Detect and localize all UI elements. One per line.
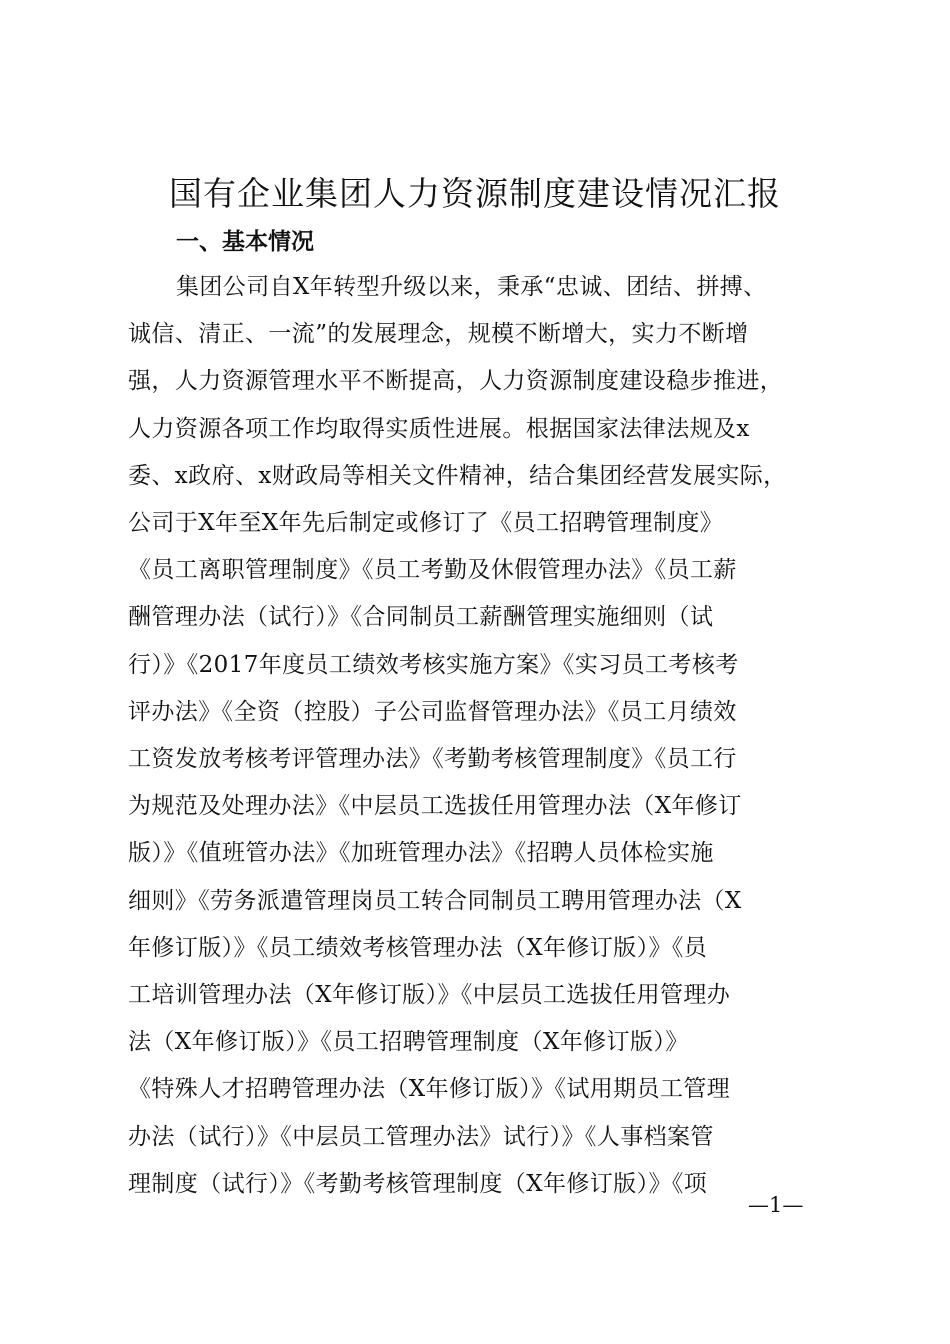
body-line: 委、x政府、x财政局等相关文件精神，结合集团经营发展实际， (128, 462, 787, 489)
section-heading: 一、基本情况 (176, 229, 314, 255)
body-line: 法（X年修订版）》《员工招聘管理制度（X年修订版）》 (128, 1029, 689, 1056)
body-line: 行）》《2017年度员工绩效考核实施方案》《实习员工考核考 (128, 651, 739, 678)
body-line: 工培训管理办法（X年修订版）》《中层员工选拔任用管理办 (128, 982, 731, 1009)
body-line: 公司于X年至X年先后制定或修订了《员工招聘管理制度》 (128, 510, 724, 537)
body-line: 集团公司自X年转型升级以来，秉承“忠诚、团结、拼搏、 (176, 274, 767, 300)
body-line: 人力资源各项工作均取得实质性进展。根据国家法律法规及x (128, 415, 750, 442)
body-line: 理制度（试行）》《考勤考核管理制度（X年修订版）》《项 (128, 1170, 708, 1197)
body-line: 酬管理办法（试行）》《合同制员工薪酬管理实施细则（试 (128, 604, 714, 631)
body-line: 细则》《劳务派遣管理岗员工转合同制员工聘用管理办法（X (128, 887, 742, 914)
body-line: 版）》《值班管办法》《加班管理办法》《招聘人员体检实施 (128, 840, 714, 867)
body-line: 诚信、清正、一流”的发展理念，规模不断增大，实力不断增 (128, 321, 749, 348)
body-line: 评办法》《全资（控股）子公司监督管理办法》《员工月绩效 (128, 698, 737, 725)
body-line: 年修订版）》《员工绩效考核管理办法（X年修订版）》《员 (128, 934, 708, 961)
body-line: 《特殊人才招聘管理办法（X年修订版）》《试用期员工管理 (128, 1076, 731, 1103)
body-line: 办法（试行）》《中层员工管理办法》试行）》《人事档案管 (128, 1123, 714, 1150)
body-paragraph (128, 264, 828, 1208)
document-title: 国有企业集团人力资源制度建设情况汇报 (169, 174, 781, 213)
body-line: 强，人力资源管理水平不断提高，人力资源制度建设稳步推进， (128, 368, 784, 395)
body-line: 为规范及处理办法》《中层员工选拔任用管理办法（X年修订 (128, 793, 742, 820)
body-line: 《员工离职管理制度》《员工考勤及休假管理办法》《员工薪 (128, 557, 737, 584)
body-line: 工资发放考核考评管理办法》《考勤考核管理制度》《员工行 (128, 746, 737, 773)
page-number: —1— (748, 1193, 804, 1217)
